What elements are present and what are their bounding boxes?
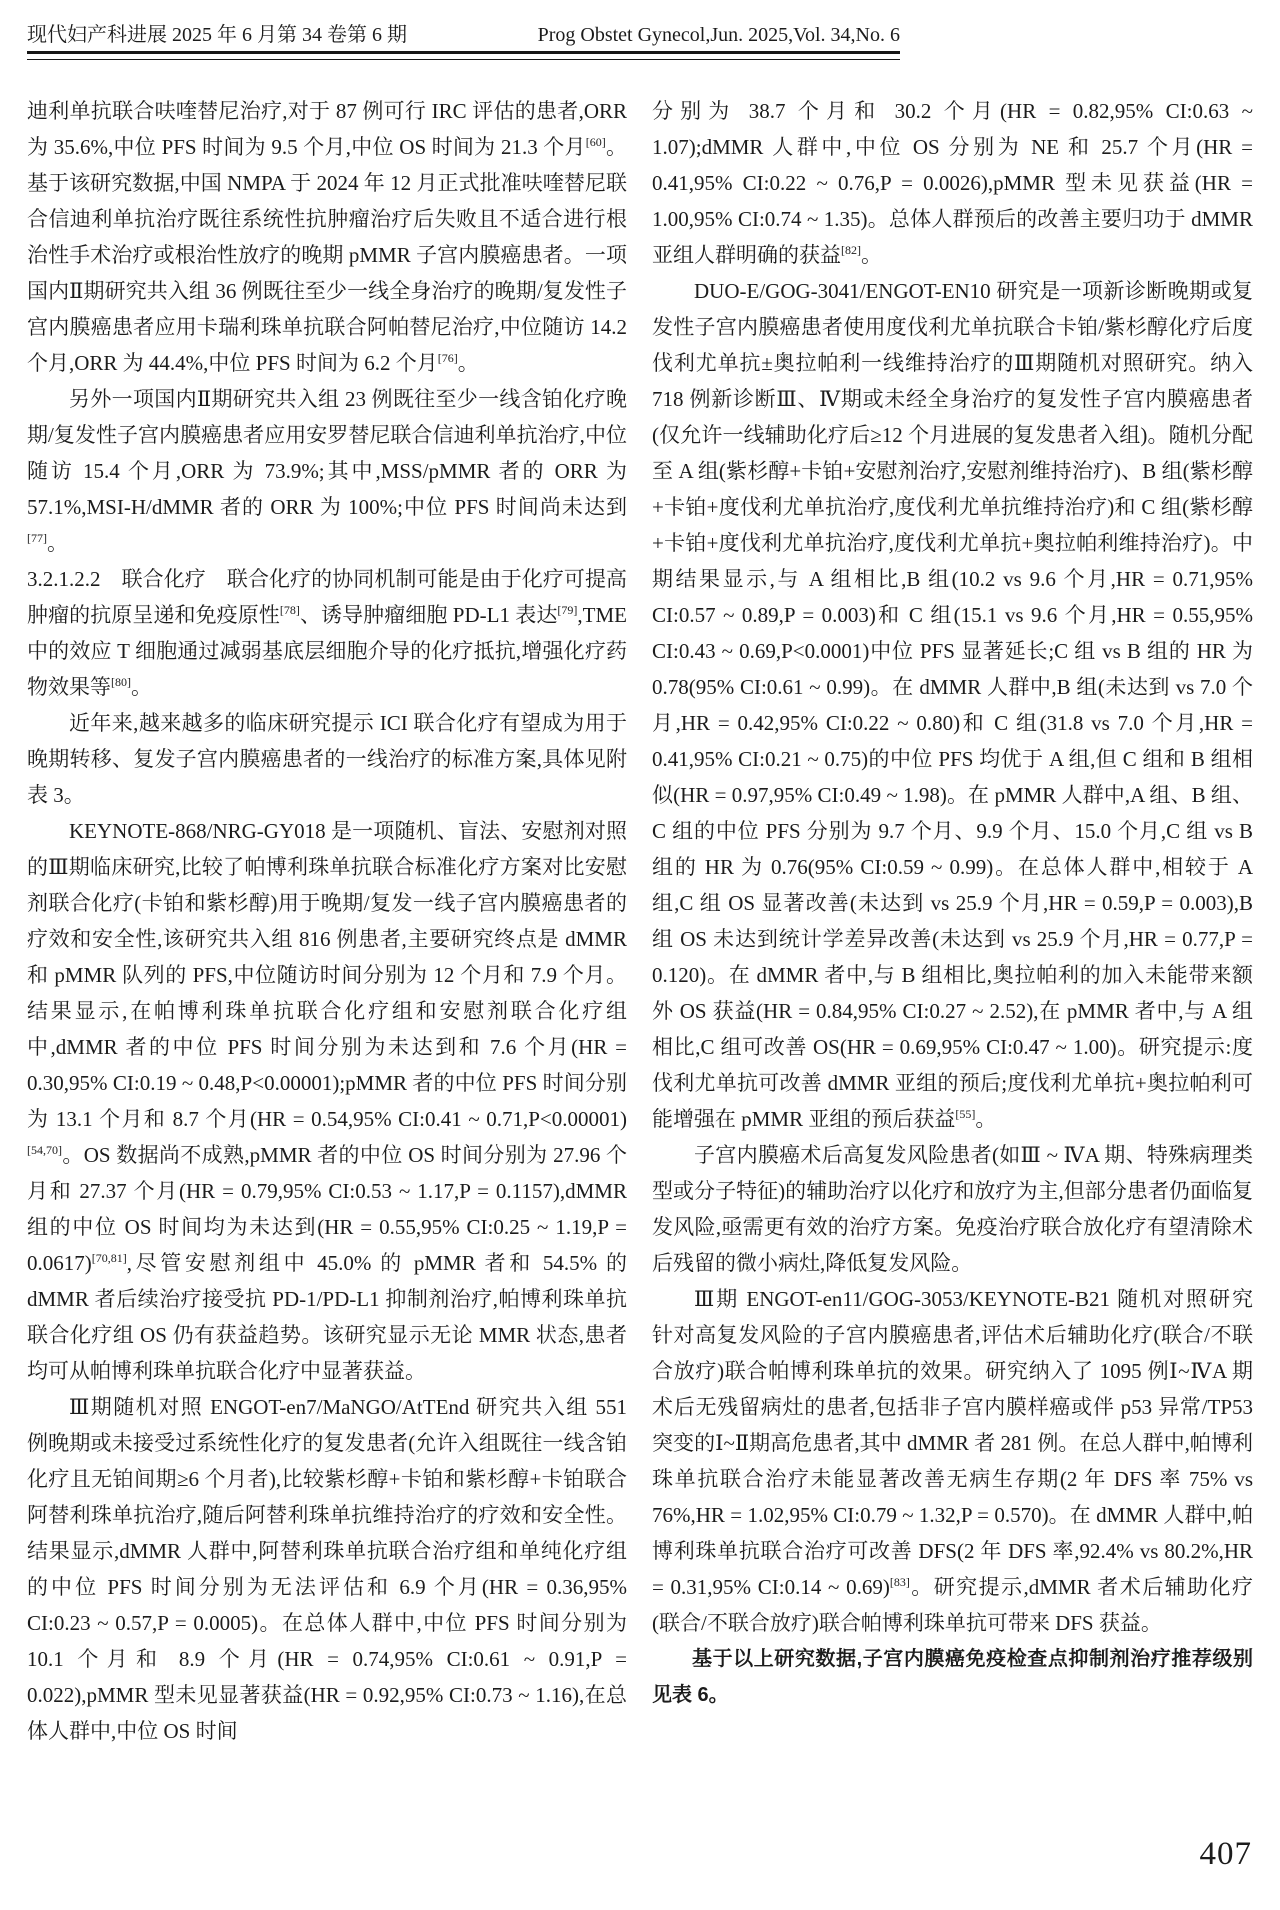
- section-heading-paragraph: 3.2.1.2.2 联合化疗 联合化疗的协同机制可能是由于化疗可提高肿瘤的抗原呈递和免疫原性[78]、诱导肿瘤细胞 PD-L1 表达[79],TME 中的效应 T 细胞通过减弱基底层细胞介导的化疗抵抗,增强化疗药物效果等[80]。: [27, 567, 627, 699]
- journal-title-en: Prog Obstet Gynecol,Jun. 2025,Vol. 34,No. 6: [537, 24, 900, 46]
- paragraph-attend-continuation: 分别为 38.7 个月和 30.2 个月(HR = 0.82,95% CI:0.63 ~ 1.07);dMMR 人群中,中位 OS 分别为 NE 和 25.7 个月(HR = 0.41,95% CI:0.22 ~ 0.76,P = 0.0026),pMMR 型未见获益(HR = 1.00,95% CI:0.74 ~ 1.35)。总体人群预后的改善主要归功于 dMMR 亚组人群明确的获益[82]。: [652, 99, 1253, 267]
- header-rule: [27, 51, 900, 60]
- running-head: [27, 22, 900, 60]
- paragraph-attend-study: Ⅲ期随机对照 ENGOT-en7/MaNGO/AtTEnd 研究共入组 551 例晚期或未接受过系统性化疗的复发患者(允许入组既往一线含铂化疗且无铂间期≥6 个月者),比较紫杉醇+卡铂和紫杉醇+卡铂联合阿替利珠单抗治疗,随后阿替利珠单抗维持治疗的疗效和安全性。结果显示,dMMR 人群中,阿替利珠单抗联合治疗组和单纯化疗组的中位 PFS 时间分别为无法评估和 6.9 个月(HR = 0.36,95% CI:0.23 ~ 0.57,P = 0.0005)。在总体人群中,中位 PFS 时间分别为 10.1 个月和 8.9 个月(HR = 0.74,95% CI:0.61 ~ 0.91,P = 0.022),pMMR 型未见显著获益(HR = 0.92,95% CI:0.73 ~ 1.16),在总体人群中,中位 OS 时间: [27, 1395, 627, 1743]
- paragraph-recommendation: 基于以上研究数据,子宫内膜癌免疫检查点抑制剂治疗推荐级别见表 6。: [652, 1648, 1253, 1706]
- running-head-text: [27, 22, 900, 48]
- journal-title-cn: 现代妇产科进展 2025 年 6 月第 34 卷第 6 期: [27, 24, 407, 46]
- page-number: 407: [1199, 1836, 1252, 1872]
- paragraph-adjuvant-risk: 子宫内膜癌术后高复发风险患者(如Ⅲ ~ ⅣA 期、特殊病理类型或分子特征)的辅助治疗以化疗和放疗为主,但部分患者仍面临复发风险,亟需更有效的治疗方案。免疫治疗联合放化疗有望清除术后残留的微小病灶,降低复发风险。: [652, 1143, 1253, 1275]
- column-left: [27, 93, 627, 1749]
- paragraph-anlotinib-study: 另外一项国内Ⅱ期研究共入组 23 例既往至少一线含铂化疗晚期/复发性子宫内膜癌患者应用安罗替尼联合信迪利单抗治疗,中位随访 15.4 个月,ORR 为 73.9%;其中,MSS/pMMR 者的 ORR 为 57.1%,MSI-H/dMMR 者的 ORR 为 100%;中位 PFS 时间尚未达到[77]。: [27, 387, 627, 555]
- paragraph-ici-chemo-intro: 近年来,越来越多的临床研究提示 ICI 联合化疗有望成为用于晚期转移、复发子宫内膜癌患者的一线治疗的标准方案,具体见附表 3。: [27, 711, 627, 807]
- paragraph-keynote-868: KEYNOTE-868/NRG-GY018 是一项随机、盲法、安慰剂对照的Ⅲ期临床研究,比较了帕博利珠单抗联合标准化疗方案对比安慰剂联合化疗(卡铂和紫杉醇)用于晚期/复发一线子宫内膜癌患者的疗效和安全性,该研究共入组 816 例患者,主要研究终点是 dMMR 和 pMMR 队列的 PFS,中位随访时间分别为 12 个月和 7.9 个月。结果显示,在帕博利珠单抗联合化疗组和安慰剂联合化疗组中,dMMR 者的中位 PFS 时间分别为未达到和 7.6 个月(HR = 0.30,95% CI:0.19 ~ 0.48,P<0.00001);pMMR 者的中位 PFS 时间分别为 13.1 个月和 8.7 个月(HR = 0.54,95% CI:0.41 ~ 0.71,P<0.00001)[54,70]。OS 数据尚不成熟,pMMR 者的中位 OS 时间分别为 27.96 个月和 27.37 个月(HR = 0.79,95% CI:0.53 ~ 1.17,P = 0.1157),dMMR 组的中位 OS 时间均为未达到(HR = 0.55,95% CI:0.25 ~ 1.19,P = 0.0617)[70,81],尽管安慰剂组中 45.0% 的 pMMR 者和 54.5% 的 dMMR 者后续治疗接受抗 PD-1/PD-L1 抑制剂治疗,帕博利珠单抗联合化疗组 OS 仍有获益趋势。该研究显示无论 MMR 状态,患者均可从帕博利珠单抗联合化疗中显著获益。: [27, 819, 627, 1383]
- paragraph-keynote-b21: Ⅲ期 ENGOT-en11/GOG-3053/KEYNOTE-B21 随机对照研究针对高复发风险的子宫内膜癌患者,评估术后辅助化疗(联合/不联合放疗)联合帕博利珠单抗的效果。研究纳入了 1095 例Ⅰ~ⅣA 期术后无残留病灶的患者,包括非子宫内膜样癌或伴 p53 异常/TP53 突变的Ⅰ~Ⅱ期高危患者,其中 dMMR 者 281 例。在总人群中,帕博利珠单抗联合治疗未能显著改善无病生存期(2 年 DFS 率 75% vs 76%,HR = 1.02,95% CI:0.79 ~ 1.32,P = 0.570)。在 dMMR 人群中,帕博利珠单抗联合治疗可改善 DFS(2 年 DFS 率,92.4% vs 80.2%,HR = 0.31,95% CI:0.14 ~ 0.69)[83]。研究提示,dMMR 者术后辅助化疗(联合/不联合放疗)联合帕博利珠单抗可带来 DFS 获益。: [652, 1287, 1253, 1635]
- column-right: [652, 93, 1253, 1713]
- paragraph-continuation: 迪利单抗联合呋喹替尼治疗,对于 87 例可行 IRC 评估的患者,ORR 为 35.6%,中位 PFS 时间为 9.5 个月,中位 OS 时间为 21.3 个月[60]。基于该研究数据,中国 NMPA 于 2024 年 12 月正式批准呋喹替尼联合信迪利单抗治疗既往系统性抗肿瘤治疗后失败且不适合进行根治性手术治疗或根治性放疗的晚期 pMMR 子宫内膜癌患者。一项国内Ⅱ期研究共入组 36 例既往至少一线全身治疗的晚期/复发性子宫内膜癌患者应用卡瑞利珠单抗联合阿帕替尼治疗,中位随访 14.2 个月,ORR 为 44.4%,中位 PFS 时间为 6.2 个月[76]。: [27, 99, 628, 375]
- paragraph-duo-e-study: DUO-E/GOG-3041/ENGOT-EN10 研究是一项新诊断晚期或复发性子宫内膜癌患者使用度伐利尤单抗联合卡铂/紫杉醇化疗后度伐利尤单抗±奥拉帕利一线维持治疗的Ⅲ期随机对照研究。纳入 718 例新诊断Ⅲ、Ⅳ期或未经全身治疗的复发性子宫内膜癌患者(仅允许一线辅助化疗后≥12 个月进展的复发患者入组)。随机分配至 A 组(紫杉醇+卡铂+安慰剂治疗,安慰剂维持治疗)、B 组(紫杉醇+卡铂+度伐利尤单抗治疗,度伐利尤单抗维持治疗)和 C 组(紫杉醇+卡铂+度伐利尤单抗治疗,度伐利尤单抗+奥拉帕利维持治疗)。中期结果显示,与 A 组相比,B 组(10.2 vs 9.6 个月,HR = 0.71,95% CI:0.57 ~ 0.89,P = 0.003)和 C 组(15.1 vs 9.6 个月,HR = 0.55,95% CI:0.43 ~ 0.69,P<0.0001)中位 PFS 显著延长;C 组 vs B 组的 HR 为 0.78(95% CI:0.61 ~ 0.99)。在 dMMR 人群中,B 组(未达到 vs 7.0 个月,HR = 0.42,95% CI:0.22 ~ 0.80)和 C 组(31.8 vs 7.0 个月,HR = 0.41,95% CI:0.21 ~ 0.75)的中位 PFS 均优于 A 组,但 C 组和 B 组相似(HR = 0.97,95% CI:0.49 ~ 1.98)。在 pMMR 人群中,A 组、B 组、C 组的中位 PFS 分别为 9.7 个月、9.9 个月、15.0 个月,C 组 vs B 组的 HR 为 0.76(95% CI:0.59 ~ 0.99)。在总体人群中,相较于 A 组,C 组 OS 显著改善(未达到 vs 25.9 个月,HR = 0.59,P = 0.003),B 组 OS 未达到统计学差异改善(未达到 vs 25.9 个月,HR = 0.77,P = 0.120)。在 dMMR 者中,与 B 组相比,奥拉帕利的加入未能带来额外 OS 获益(HR = 0.84,95% CI:0.27 ~ 2.52),在 pMMR 者中,与 A 组相比,C 组可改善 OS(HR = 0.69,95% CI:0.47 ~ 1.00)。研究提示:度伐利尤单抗可改善 dMMR 亚组的预后;度伐利尤单抗+奥拉帕利可能增强在 pMMR 亚组的预后获益[55]。: [652, 279, 1253, 1131]
